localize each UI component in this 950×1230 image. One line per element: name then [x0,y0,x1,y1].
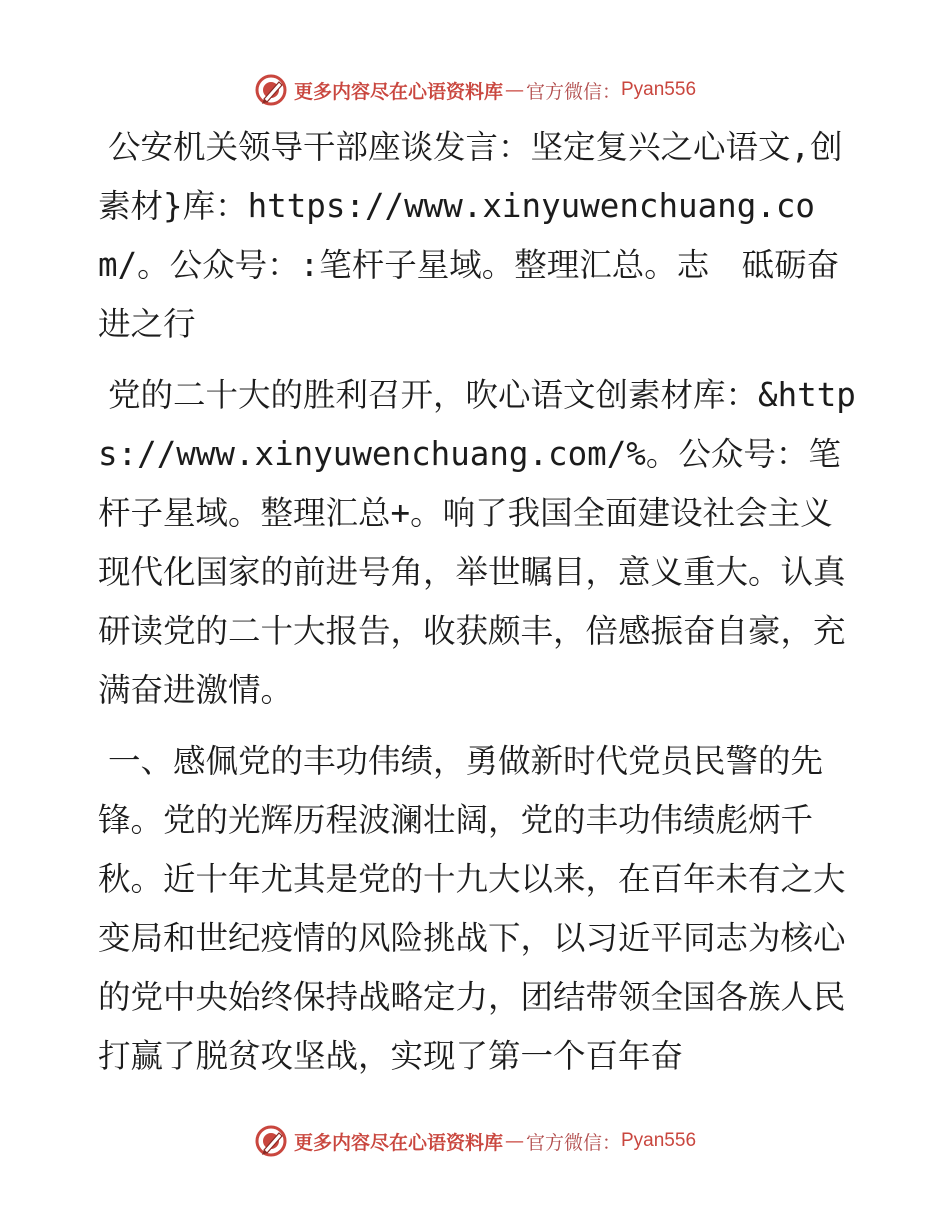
banner-dash: — [504,1130,524,1152]
banner-main-text: 更多内容尽在心语资料库 [293,80,503,103]
paragraph-section-one: 一、感佩党的丰功伟绩，勇做新时代党员民警的先锋。党的光辉历程波澜壮阔，党的丰功伟绩彪炳千秋。近十年尤其是党的十九大以来，在百年未有之大变局和世纪疫情的风险挑战下，以习近平同志为核心的党中央始终保持战略定力，团结带领全国各族人民打赢了脱贫攻坚战，实现了第一个百年奋 [98,742,846,1075]
paragraph-title: 公安机关领导干部座谈发言：坚定复兴之心语文,创素材}库：https://www.xinyuwenchuang.com/。公众号：:笔杆子星域。整理汇总。志 砥砺奋进之行 [98,128,843,343]
banner-main-text: 更多内容尽在心语资料库 [293,1131,503,1154]
header-banner [0,70,950,110]
paragraph-intro: 党的二十大的胜利召开，吹心语文创素材库：&https://www.xinyuwenchuang.com/%。公众号：笔杆子星域。整理汇总+。响了我国全面建设社会主义现代化国家的前进号角，举世瞩目，意义重大。认真研读党的二十大报告，收获颇丰，倍感振奋自豪，充满奋进激情。 [98,376,856,709]
document-body [98,118,858,1098]
pen-logo-icon [254,1124,288,1158]
banner-dash: — [504,79,524,101]
banner-wechat-label: 官方微信： [525,1131,621,1154]
banner-wechat-handle: Pyan556 [621,1130,697,1151]
footer-banner [0,1121,950,1161]
pen-logo-icon [254,73,288,107]
banner-wechat-label: 官方微信： [525,80,621,103]
banner-wechat-handle: Pyan556 [621,79,697,100]
